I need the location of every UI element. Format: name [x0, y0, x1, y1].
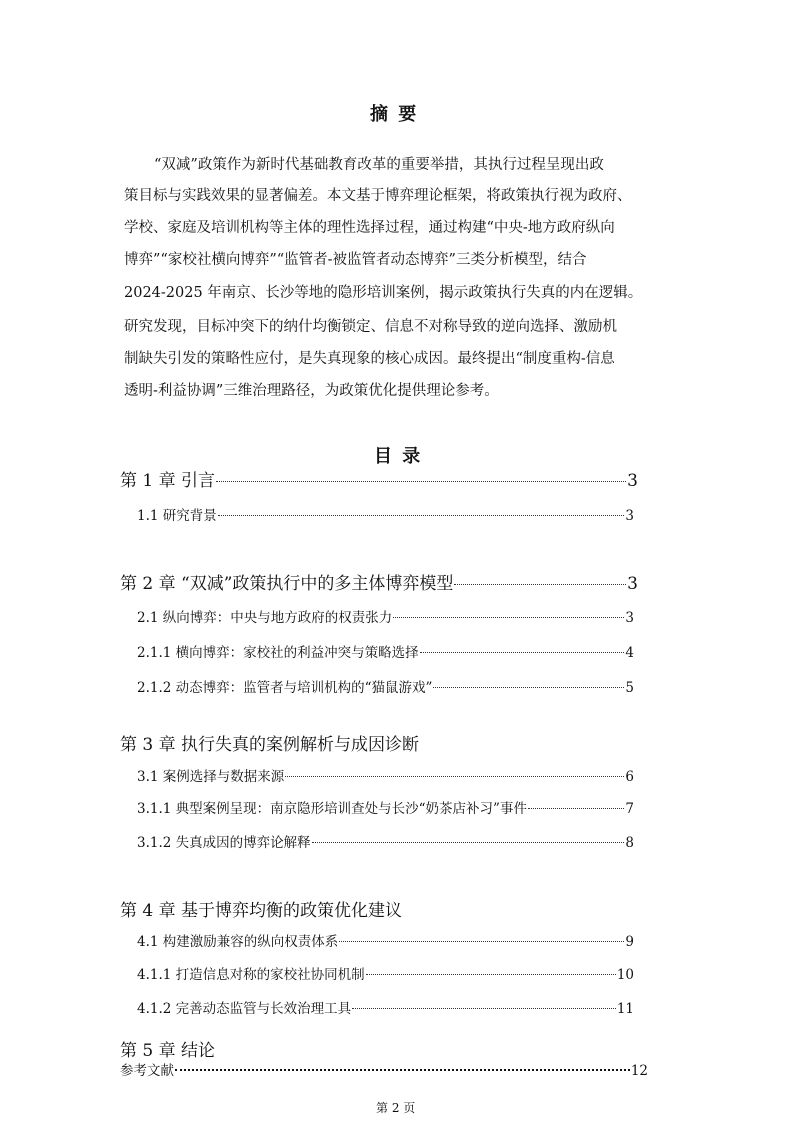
toc-entry-page: 3: [627, 574, 638, 594]
toc-entry-references[interactable]: [120, 1059, 648, 1079]
abstract-line: 透明-利益协调”三维治理路径，为政策优化提供理论参考。: [124, 383, 499, 399]
toc-leader: [285, 776, 624, 777]
toc-entry-2-1[interactable]: [137, 606, 634, 626]
toc-leader: [433, 687, 624, 688]
toc-leader: [393, 617, 624, 618]
toc-entry-2-1-1[interactable]: [137, 641, 634, 661]
toc-entry-text: 3.1.1 典型案例呈现：南京隐形培训查处与长沙“奶茶店补习”事件: [137, 801, 527, 817]
toc-leader: [454, 584, 626, 585]
toc-entry-3-1[interactable]: [137, 765, 634, 785]
toc-entry-text: 第 1 章 引言: [120, 471, 216, 491]
toc-title: 目 录: [374, 446, 423, 467]
toc-entry-text: 第 2 章 “双减”政策执行中的多主体博弈模型: [120, 574, 454, 594]
toc-entry-text: 第 3 章 执行失真的案例解析与成因诊断: [120, 735, 420, 755]
abstract-line: 学校、家庭及培训机构等主体的理性选择过程，通过构建“中央-地方政府纵向: [124, 220, 615, 236]
toc-entry-page: 9: [625, 934, 634, 950]
toc-entry-page: 11: [616, 1001, 634, 1017]
toc-entry-text: 3.1.2 失真成因的博弈论解释: [137, 835, 311, 851]
toc-leader: [352, 1008, 616, 1009]
toc-entry-page: 6: [625, 769, 634, 785]
abstract-line: 制缺失引发的策略性应付，是失真现象的核心成因。最终提出“制度重构-信息: [124, 351, 615, 367]
toc-entry-page: 12: [630, 1063, 648, 1079]
toc-entry-text: 1.1 研究背景: [137, 508, 217, 524]
toc-entry-page: 10: [616, 967, 634, 983]
toc-entry-page: 7: [625, 801, 634, 817]
toc-entry-page: 5: [625, 680, 634, 696]
toc-entry-page: 3: [625, 610, 634, 626]
toc-entry-text: 4.1.1 打造信息对称的家校社协同机制: [137, 967, 365, 983]
toc-leader: [175, 1069, 630, 1071]
toc-entry-text: 4.1 构建激励兼容的纵向权责体系: [137, 934, 339, 950]
abstract-line: 2024-2025 年南京、长沙等地的隐形培训案例，揭示政策执行失真的内在逻辑。: [124, 285, 643, 301]
abstract-line: 研究发现，目标冲突下的纳什均衡锁定、信息不对称导致的逆向选择、激励机: [124, 319, 617, 335]
abstract-title: 摘 要: [370, 104, 419, 125]
toc-leader: [528, 808, 624, 809]
toc-entry-3-1-1[interactable]: [137, 797, 634, 817]
toc-entry-text: 3.1 案例选择与数据来源: [137, 769, 285, 785]
toc-leader: [218, 515, 625, 516]
toc-entry-2-1-2[interactable]: [137, 676, 634, 696]
abstract-line: 博弈”“家校社横向博弈”“监管者-被监管者动态博弈”三类分析模型，结合: [124, 252, 587, 268]
toc-entry-page: 3: [625, 508, 634, 524]
toc-entry-text: 2.1.1 横向博弈：家校社的利益冲突与策略选择: [137, 645, 419, 661]
toc-entry-4-1-1[interactable]: [137, 963, 634, 983]
page-number: 第 2 页: [376, 1101, 416, 1115]
toc-entry-page: 4: [625, 645, 634, 661]
toc-leader: [339, 941, 624, 942]
toc-entry-chapter-1[interactable]: [120, 466, 638, 491]
toc-leader: [216, 481, 626, 482]
toc-entry-page: 8: [625, 835, 634, 851]
toc-entry-chapter-2[interactable]: [120, 569, 638, 594]
toc-entry-3-1-2[interactable]: [137, 831, 634, 851]
toc-entry-chapter-3[interactable]: [120, 730, 419, 755]
toc-entry-1-1[interactable]: [137, 504, 634, 524]
toc-entry-chapter-4[interactable]: [120, 896, 402, 921]
toc-entry-page: 3: [627, 471, 638, 491]
toc-leader: [312, 842, 625, 843]
toc-entry-4-1[interactable]: [137, 930, 634, 950]
toc-entry-4-1-2[interactable]: [137, 997, 634, 1017]
toc-entry-text: 4.1.2 完善动态监管与长效治理工具: [137, 1001, 352, 1017]
toc-entry-text: 参考文献: [120, 1063, 174, 1079]
abstract-line: “双减”政策作为新时代基础教育改革的重要举措，其执行过程呈现出政: [154, 157, 604, 173]
toc-entry-text: 第 4 章 基于博弈均衡的政策优化建议: [120, 901, 403, 921]
toc-leader: [366, 974, 616, 975]
toc-leader: [420, 652, 625, 653]
toc-entry-text: 2.1 纵向博弈：中央与地方政府的权责张力: [137, 610, 393, 626]
toc-entry-text: 2.1.2 动态博弈：监管者与培训机构的“猫鼠游戏”: [137, 680, 433, 696]
toc-entry-text: 第 5 章 结论: [120, 1041, 216, 1061]
abstract-line: 策目标与实践效果的显著偏差。本文基于博弈理论框架，将政策执行视为政府、: [124, 188, 632, 204]
toc-entry-chapter-5[interactable]: [120, 1036, 215, 1061]
